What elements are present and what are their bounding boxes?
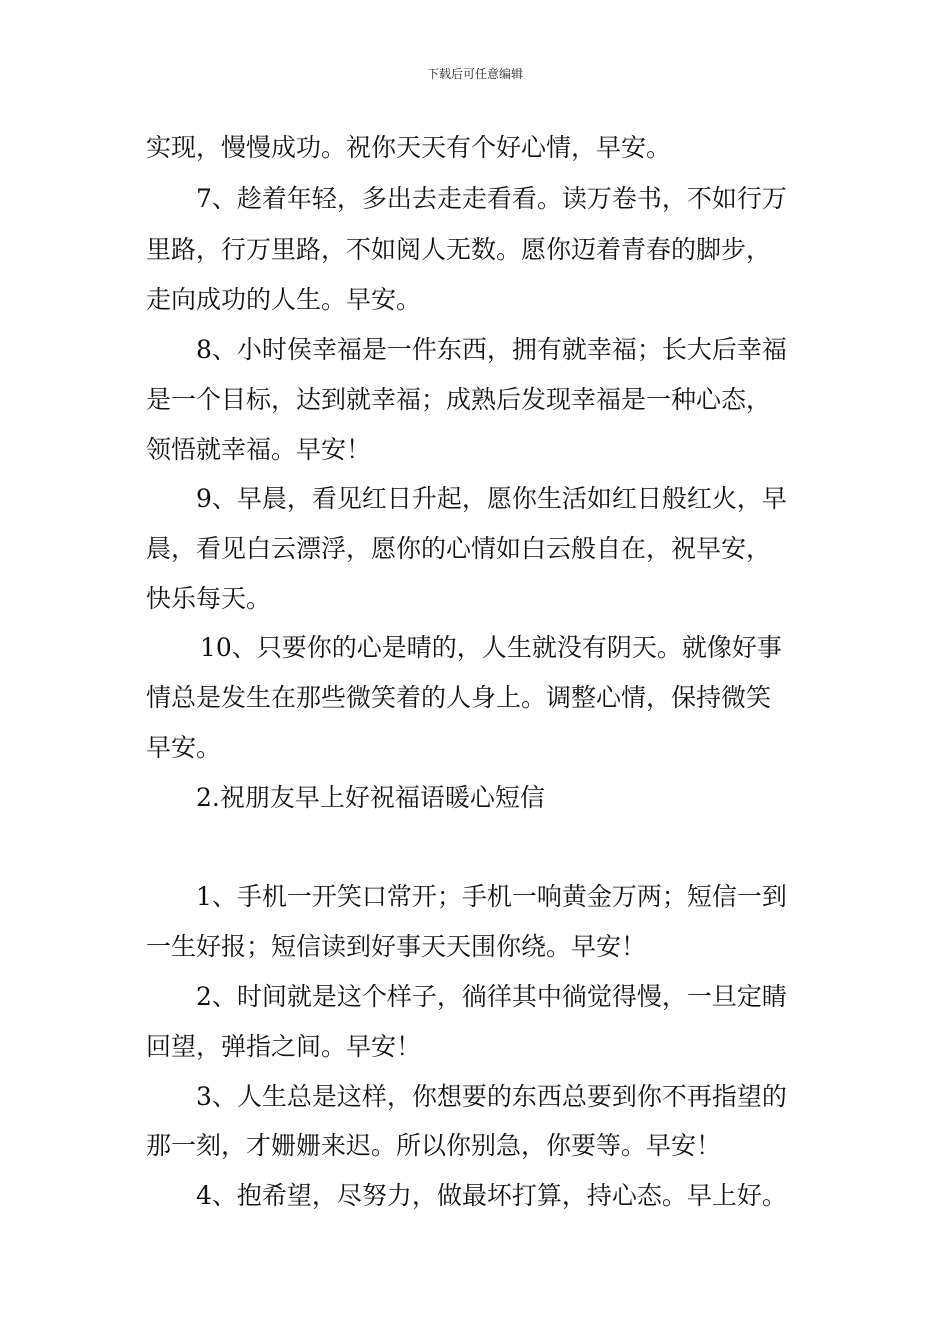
- text-line: 2、时间就是这个样子，徜徉其中徜觉得慢，一旦定睛: [196, 982, 787, 1011]
- section-heading: 2.祝朋友早上好祝福语暖心短信: [196, 783, 545, 812]
- text-line: 4、抱希望，尽努力，做最坏打算，持心态。早上好。: [196, 1181, 787, 1210]
- text-line: 10、只要你的心是晴的，人生就没有阴天。就像好事: [200, 633, 782, 662]
- text-line: 一生好报；短信读到好事天天围你绕。早安！: [146, 932, 647, 961]
- text-line: 情总是发生在那些微笑着的人身上。调整心情，保持微笑: [146, 683, 772, 712]
- text-line: 里路，行万里路，不如阅人无数。愿你迈着青春的脚步，: [146, 235, 772, 264]
- text-line: 是一个目标，达到就幸福；成熟后发现幸福是一种心态，: [146, 385, 772, 414]
- text-line: 实现，慢慢成功。祝你天天有个好心情，早安。: [146, 133, 672, 162]
- text-line: 晨，看见白云漂浮，愿你的心情如白云般自在，祝早安，: [146, 534, 772, 563]
- text-line: 8、小时侯幸福是一件东西，拥有就幸福；长大后幸福: [196, 335, 787, 364]
- text-line: 7、趁着年轻，多出去走走看看。读万卷书，不如行万: [196, 184, 787, 213]
- text-line: 3、人生总是这样，你想要的东西总要到你不再指望的: [196, 1082, 787, 1111]
- text-line: 1、手机一开笑口常开；手机一响黄金万两；短信一到: [196, 882, 787, 911]
- text-line: 走向成功的人生。早安。: [146, 285, 422, 314]
- text-line: 回望，弹指之间。早安！: [146, 1032, 422, 1061]
- page-header: 下载后可任意编辑: [426, 67, 523, 81]
- text-line: 那一刻，才姗姗来迟。所以你别急，你要等。早安！: [146, 1131, 722, 1160]
- text-line: 领悟就幸福。早安！: [146, 435, 372, 464]
- text-line: 早安。: [146, 733, 222, 762]
- text-line: 9、早晨，看见红日升起，愿你生活如红日般红火，早: [196, 484, 787, 513]
- text-line: 快乐每天。: [146, 584, 272, 613]
